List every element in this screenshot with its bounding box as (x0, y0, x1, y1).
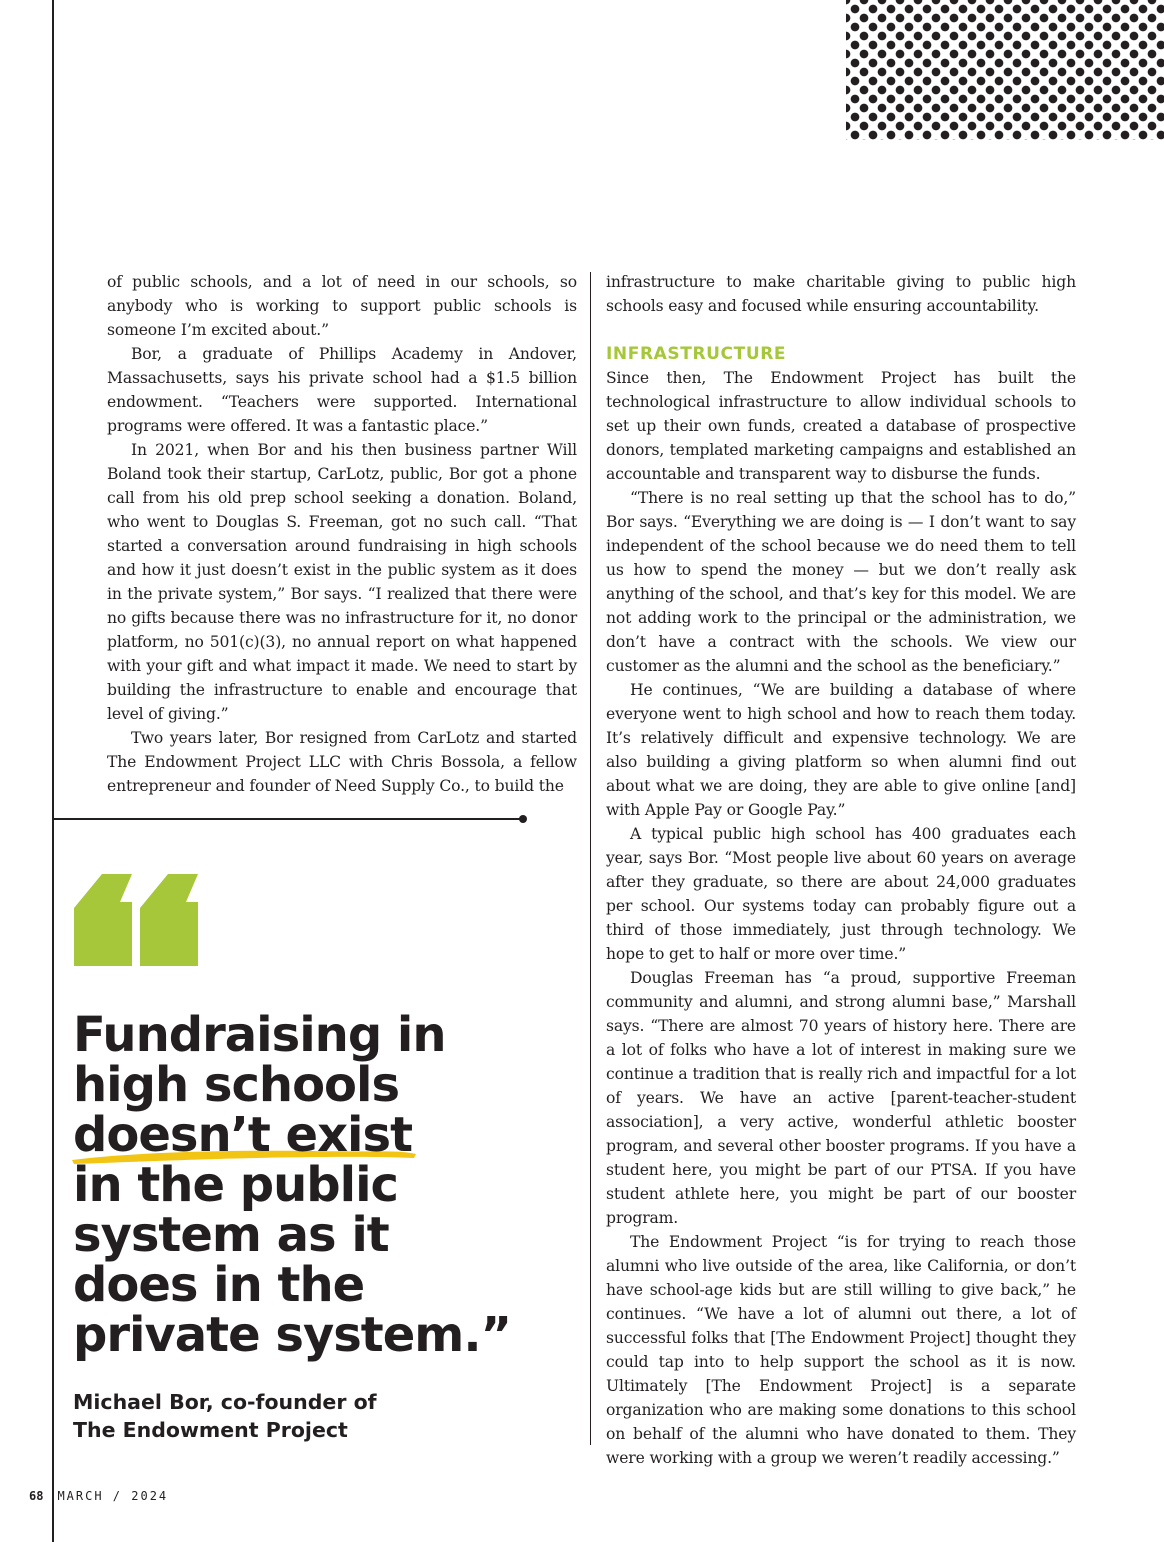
right-text-column (606, 270, 1076, 1470)
page-folio (29, 1489, 168, 1503)
paragraph: In 2021, when Bor and his then business partner Will Boland took their startup, CarLotz, public, Bor got a phone call from his old prep school seeking a donation. Boland, who went to Douglas S. Freeman, got no such call. “That started a conversation around fundraising in high schools and how it just doesn’t exist in the public system as it does in the private system,” Bor says. “I realized that there were no gifts because there was no infrastructure for it, no donor platform, no 501(c)(3), no annual report on what happened with your gift and what impact it made. We need to start by building the infrastructure to enable and encourage that level of giving.” (107, 441, 577, 723)
pull-quote-line: doesn’t exist (73, 1107, 413, 1163)
page-number: 68 (29, 1489, 44, 1503)
pull-quote (73, 1007, 573, 1363)
pull-quote-line: Fundraising in (73, 1007, 446, 1063)
attribution-line: The Endowment Project (73, 1418, 348, 1442)
page-edge-rule (52, 0, 54, 1542)
pull-quote-line: private system.” (73, 1307, 512, 1363)
paragraph: Bor, a graduate of Phillips Academy in Andover, Massachusetts, says his private school had a $1.5 billion endowment. “Teachers were supported. International programs were offered. It was a fantastic place.” (107, 345, 577, 435)
paragraph: A typical public high school has 400 graduates each year, says Bor. “Most people live about 60 years on average after they graduate, so there are about 24,000 graduates per school. Our systems today can probably figure out a third of those immediately, just through technology. We hope to get to half or more over time.” (606, 825, 1076, 963)
paragraph: The Endowment Project “is for trying to reach those alumni who live outside of the area, like California, or don’t have school-age kids but are still willing to give back,” he continues. “We have a lot of alumni out there, a lot of successful folks that [The Endowment Project] thought they could tap into to help support the school as it is now. Ultimately [The Endowment Project] is a separate organization who are making some donations to this school on behalf of the alumni who have donated to them. They were working with a group we weren’t readily accessing.” (606, 1233, 1076, 1467)
pull-quote-line: does in the (73, 1257, 365, 1313)
quote-mark-icon (74, 872, 198, 968)
attribution-line: Michael Bor, co-founder of (73, 1390, 377, 1414)
column-divider (590, 272, 591, 1445)
issue-date: MARCH / 2024 (57, 1489, 169, 1503)
paragraph: “There is no real setting up that the school has to do,” Bor says. “Everything we are doing is — I don’t want to say independent of the school because we do need them to tell us how to spend the money — but we don’t really ask anything of the school, and that’s key for this model. We are not adding work to the principal or the administration, we don’t have a contract with the schools. We view our customer as the alumni and the school as the beneficiary.” (606, 489, 1076, 675)
pull-quote-line: in the public (73, 1157, 398, 1213)
paragraph: of public schools, and a lot of need in our schools, so anybody who is working to support public schools is someone I’m excited about.” (107, 273, 577, 339)
quote-attribution (73, 1388, 553, 1444)
paragraph: infrastructure to make charitable giving to public high schools easy and focused while ensuring accountability. (606, 273, 1076, 315)
pull-quote-line: system as it (73, 1207, 389, 1263)
pull-quote-rule (52, 818, 523, 820)
paragraph: Douglas Freeman has “a proud, supportive Freeman community and alumni, and strong alumni base,” Marshall says. “There are almost 70 years of history here. There are a lot of folks who have a lot of interest in making sure we continue a tradition that is really rich and impactful for a lot of years. We have an active [parent-teacher-student association], a very active, wonderful athletic booster program, and several other booster programs. If you have a student here, you might be part of our PTSA. If you have student athlete here, you might be part of our booster program. (606, 969, 1076, 1227)
pull-quote-line: high schools (73, 1057, 400, 1113)
rule-end-dot (519, 815, 527, 823)
halftone-dot-pattern (846, 0, 1164, 140)
paragraph: Since then, The Endowment Project has built the technological infrastructure to allow individual schools to set up their own funds, created a database of prospective donors, templated marketing campaigns and established an accountable and transparent way to disburse the funds. (606, 369, 1076, 483)
left-text-column (107, 270, 577, 798)
section-subhead: INFRASTRUCTURE (606, 344, 787, 364)
paragraph: He continues, “We are building a database of where everyone went to high school and how to reach them today. It’s relatively difficult and expensive technology. We are also building a giving platform so when alumni find out about what we are doing, they are able to give online [and] with Apple Pay or Google Pay.” (606, 681, 1076, 819)
paragraph: Two years later, Bor resigned from CarLotz and started The Endowment Project LLC with Chris Bossola, a fellow entrepreneur and founder of Need Supply Co., to build the (107, 729, 577, 795)
